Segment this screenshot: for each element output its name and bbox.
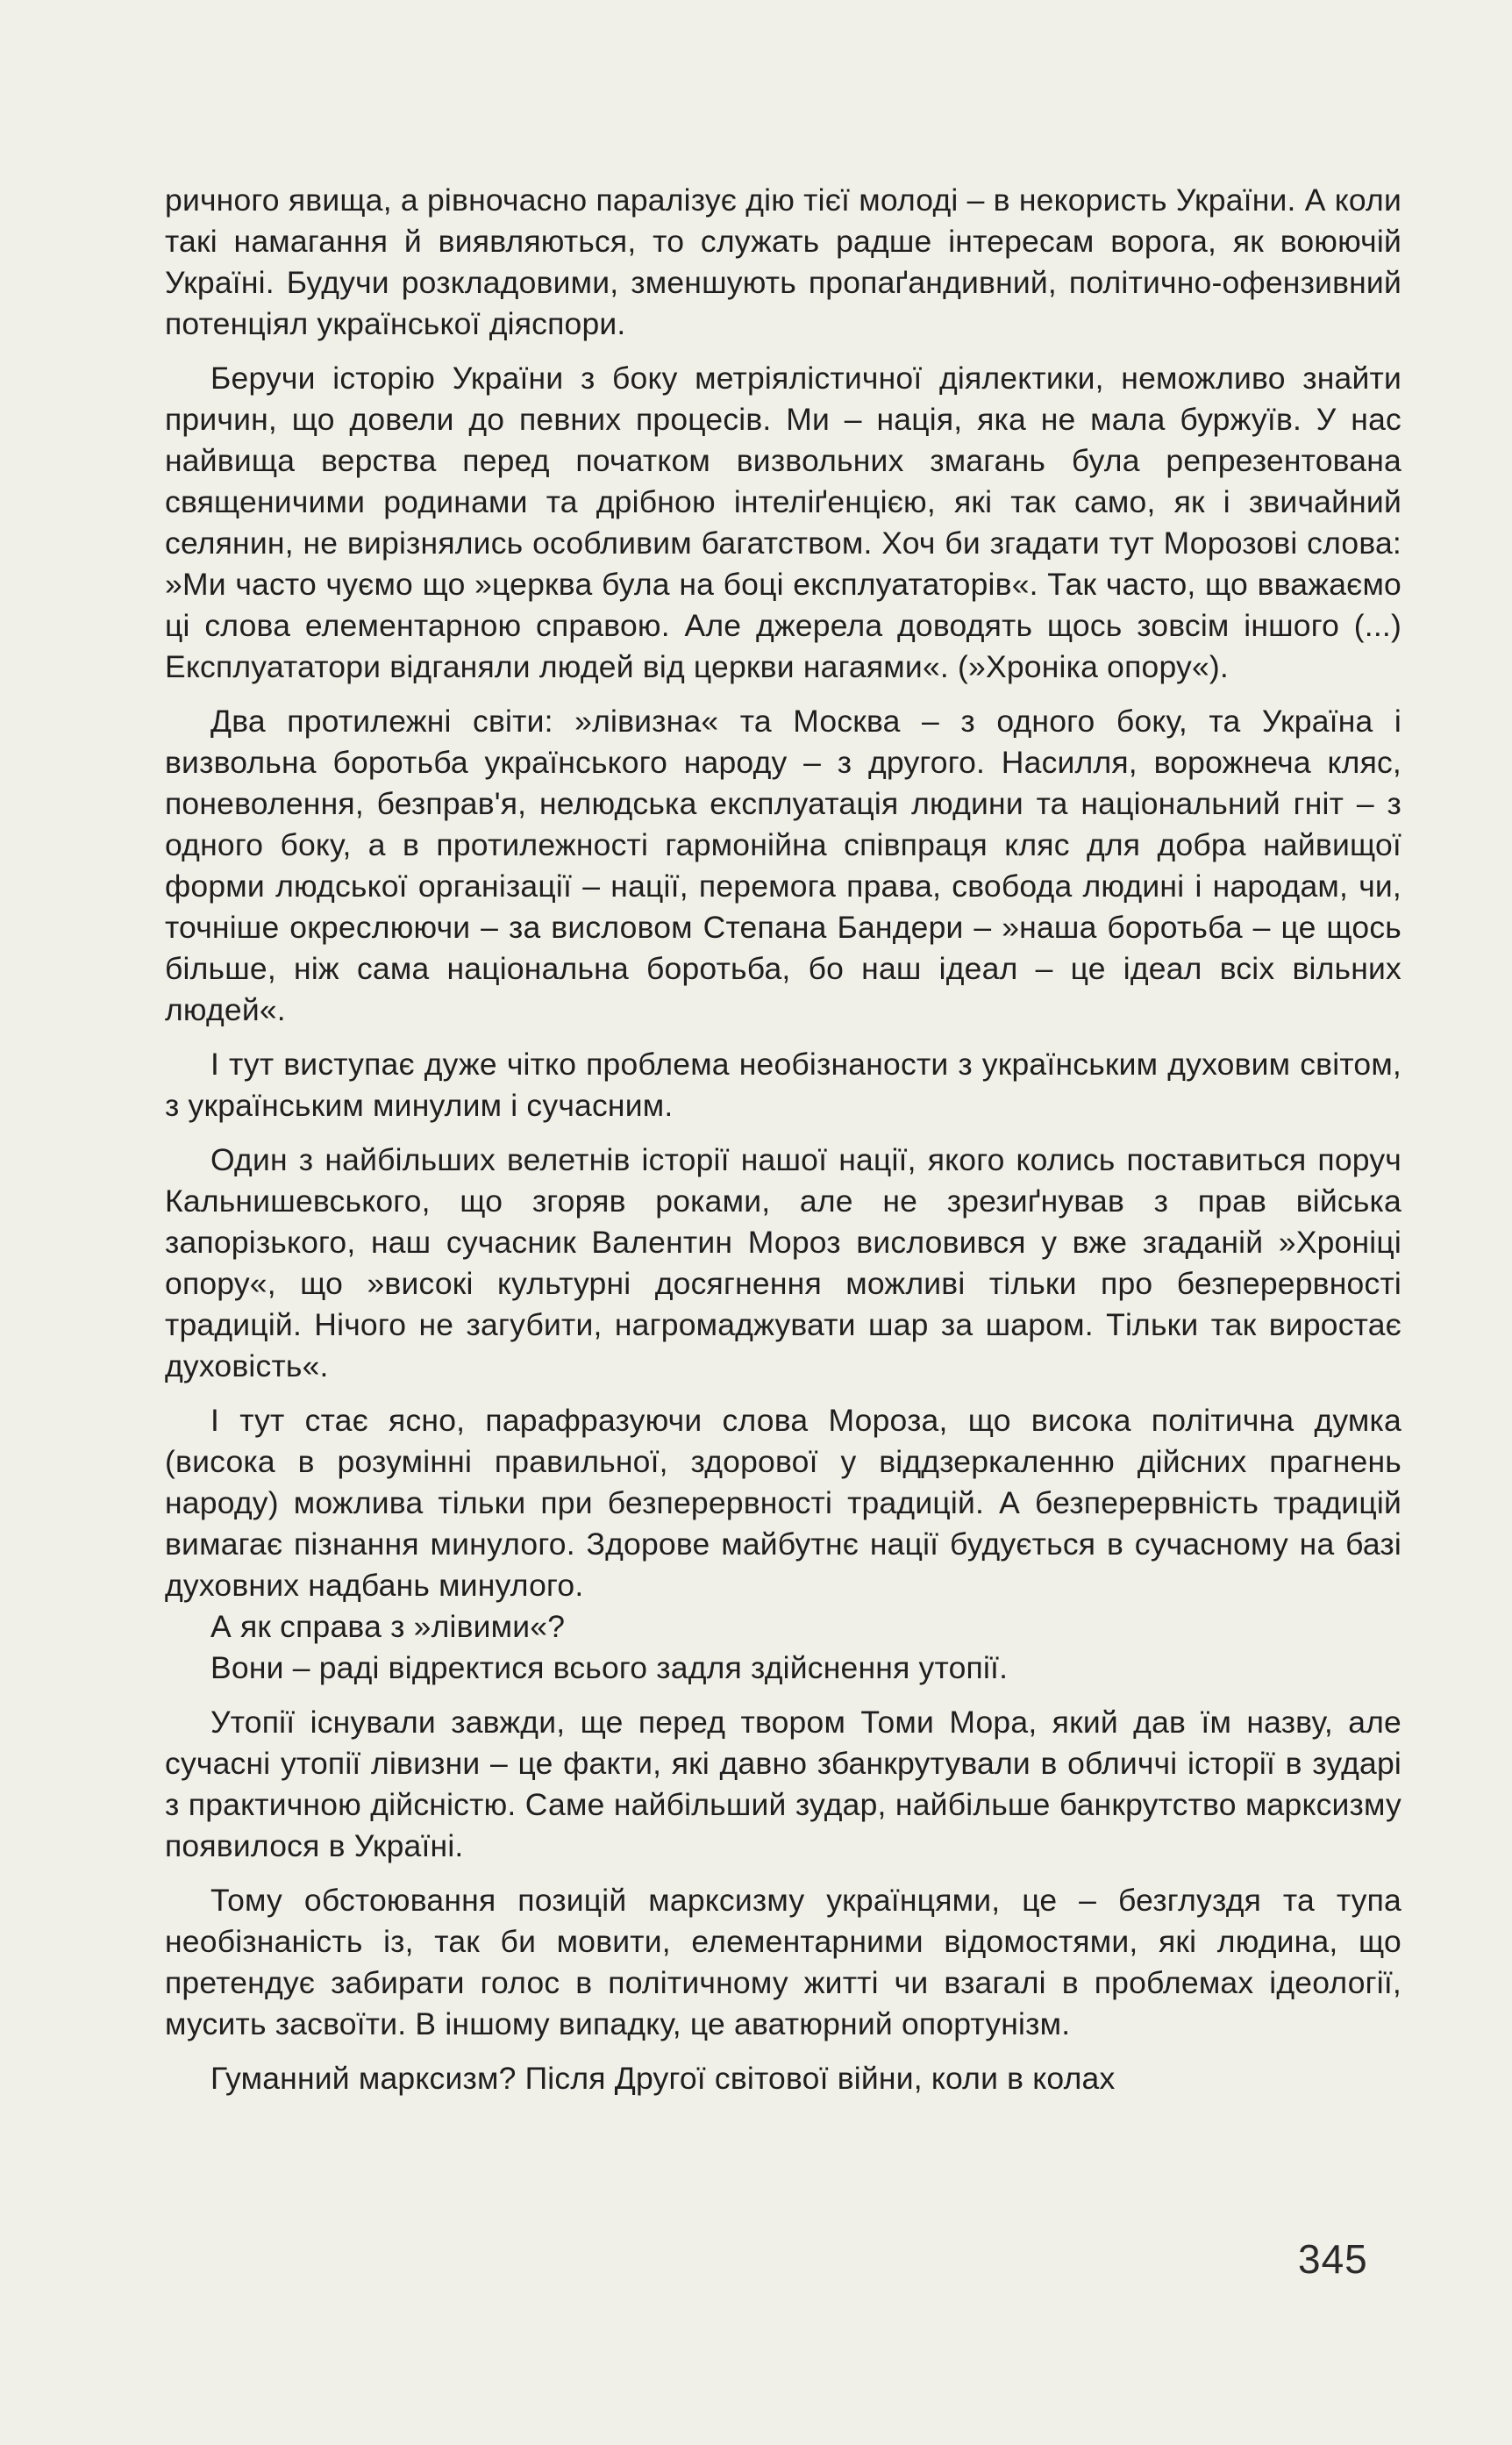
paragraph: І тут виступає дуже чітко проблема необізнаности з українським духовим світом, з українським минулим і сучасним. <box>165 1047 1401 1123</box>
paragraph: І тут стає ясно, парафразуючи слова Мороза, що висока політична думка (висока в розумінні правильної, здорової у віддзеркаленню дійсних прагнень народу) можлива тільки при безперервності традицій. А безперервність традицій вимагає пізнання минулого. Здорове майбутнє нації будується в сучасному на базі духовних надбань минулого. <box>165 1403 1401 1603</box>
paragraph: Два протилежні світи: »лівизна« та Москва – з одного боку, та Україна і визвольна боротьба українського народу – з другого. Насилля, ворожнеча кляс, поневолення, безправ'я, нелюдська експлуатація людини та національний гніт – з одного боку, а в протилежності гармонійна співпраця кляс для добра найвищої форми людської організації – нації, перемога права, свобода людині і народам, чи, точніше окреслюючи – за висловом Степана Бандери – »наша боротьба – це щось більше, ніж сама національна боротьба, бо наш ідеал – це ідеал всіх вільних людей«. <box>165 704 1401 1027</box>
paragraph: Вони – раді відректися всього задля здійснення утопії. <box>210 1650 1009 1685</box>
paragraph: Тому обстоювання позицій марксизму українцями, це – безглуздя та тупа необізнаність із, так би мовити, елементарними відомостями, які людина, що претендує забирати голос в політичному житті чи взагалі в проблемах ідеології, мусить засвоїти. В іншому випадку, це аватюрний опортунізм. <box>165 1883 1401 2041</box>
paragraph: ричного явища, а рівночасно паралізує дію тієї молоді – в некористь України. А коли такі намагання й виявляються, то служать радше інтересам ворога, як воюючій Україні. Будучи розкладовими, зменшують пропаґандивний, політично-офензивний потенціял української діяспори. <box>165 182 1401 341</box>
page-number: 345 <box>1298 2236 1368 2282</box>
body-text <box>165 180 1401 2099</box>
paragraph: Гуманний марксизм? Після Другої світової війни, коли в колах <box>210 2061 1116 2096</box>
paragraph: А як справа з »лівими«? <box>210 1609 566 1644</box>
paragraph: Утопії існували завжди, ще перед твором Томи Мора, який дав їм назву, але сучасні утопії лівизни – це факти, які давно збанкрутували в обличчі історії в зударі з практичною дійсністю. Саме найбільший зудар, найбільше банкрутство марксизму появилося в Україні. <box>165 1705 1401 1863</box>
paragraph: Беручи історію України з боку метріялістичної діялектики, неможливо знайти причин, що довели до певних процесів. Ми – нація, яка не мала буржуїв. У нас найвища верства перед початком визвольних змагань була репрезентована священичими родинами та дрібною інтеліґенцією, які так само, як і звичайний селянин, не вирізнялись особливим багатством. Хоч би згадати тут Морозові слова: »Ми часто чуємо що »церква була на боці експлуататорів«. Так часто, що вважаємо ці слова елементарною справою. Але джерела доводять щось зовсім іншого (...) Експлуататори відганяли людей від церкви нагаями«. (»Хроніка опору«). <box>165 361 1401 684</box>
paragraph: Один з найбільших велетнів історії нашої нації, якого колись поставиться поруч Кальнишевського, що згоряв роками, але не зрезиґнував з прав війська запорізького, наш сучасник Валентин Мороз висловився у вже згаданій »Хроніці опору«, що »високі культурні досягнення можливі тільки про безперервності традицій. Нічого не загубити, нагромаджувати шар за шаром. Тільки так виростає духовість«. <box>165 1142 1401 1383</box>
